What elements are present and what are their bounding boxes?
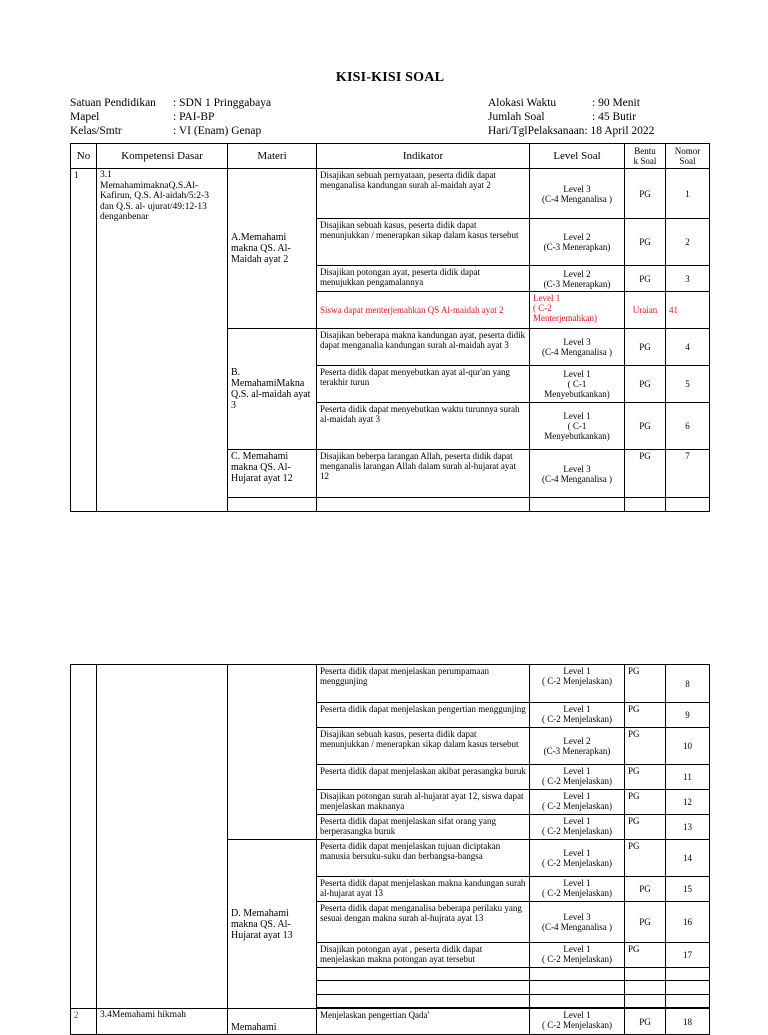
- level-text: Level 1: [563, 369, 591, 379]
- cell-level: [530, 403, 625, 450]
- cell-empty: [666, 995, 710, 1008]
- cell-empty: [530, 981, 625, 995]
- cell-bentuk: PG: [625, 450, 666, 498]
- header-materi: Materi: [228, 144, 317, 169]
- level-text: (C-4 Menganalisa ): [542, 193, 612, 204]
- level-text: Level 2: [563, 232, 591, 242]
- cell-nomor: 2: [666, 219, 710, 266]
- level-text: Level 1: [563, 878, 591, 888]
- level-text: Level 1: [563, 944, 591, 954]
- level-text: Level 1: [563, 1010, 591, 1020]
- cell-bentuk: PG: [625, 366, 666, 403]
- kd-text: MemahamimaknaQ.S.Al-Kafirun, Q.S. Al-aidah/5:2-3 dan Q.S. al- ujurat/49:12-13 denganbenar: [100, 180, 209, 222]
- cell-level: [530, 943, 625, 968]
- cell-bentuk: PG: [625, 169, 666, 219]
- header-text: Nomor: [674, 146, 701, 156]
- cell-kompetensi-dasar: [97, 665, 228, 1009]
- level-text: (C-4 Menganalisa ): [542, 347, 612, 357]
- cell-nomor: 5: [666, 366, 710, 403]
- cell-level: [530, 1009, 625, 1035]
- info-value: : 90 Menit: [592, 97, 640, 109]
- cell-indikator: Menjelaskan pengertian Qada': [317, 1009, 530, 1035]
- cell-empty: [530, 995, 625, 1008]
- cell-bentuk: Uraian: [625, 292, 666, 329]
- cell-bentuk: PG: [625, 790, 666, 815]
- header-text: k Soal: [633, 156, 657, 166]
- cell-no: 1: [71, 169, 97, 512]
- level-text: Level 1: [563, 704, 591, 714]
- cell-empty: [530, 498, 625, 512]
- level-text: Level 1: [563, 848, 591, 858]
- cell-indikator: Disajikan sebuah pernyataan, peserta didik dapat menganalisa kandungan surah al-maidah ayat 2: [317, 169, 530, 219]
- level-text: Level 1: [563, 816, 591, 826]
- level-text: Level 3: [563, 337, 591, 347]
- cell-level: [530, 169, 625, 219]
- cell-materi-c: C. Memahami makna QS. Al-Hujarat ayat 12: [228, 450, 317, 498]
- header-no: No: [71, 144, 97, 169]
- kisi-table-2: [70, 664, 710, 1035]
- cell-nomor: 4: [666, 329, 710, 366]
- cell-nomor: 14: [666, 840, 710, 877]
- level-text: (C-4 Menganalisa ): [542, 473, 612, 484]
- cell-indikator: Peserta didik dapat menjelaskan pengertian menggunjing: [317, 703, 530, 728]
- cell-level: [530, 329, 625, 366]
- info-label: Mapel: [70, 111, 100, 123]
- info-label: Satuan Pendidikan: [70, 97, 156, 109]
- level-text: Level 3: [563, 463, 591, 474]
- cell-level: [530, 790, 625, 815]
- cell-empty: [666, 981, 710, 995]
- cell-indikator: Peserta didik dapat menjelaskan akibat perasangka buruk: [317, 765, 530, 790]
- cell-indikator: Disajikan potongan ayat , peserta didik dapat menjelaskan makna potongan ayat tersebut: [317, 943, 530, 968]
- cell-indikator: Disajikan sebuah kasus, peserta didik dapat menunjukkan / menerapkan sikap dalam kasus tersebut: [317, 728, 530, 765]
- level-text: ( C-2 Menjelaskan): [542, 776, 612, 786]
- cell-nomor: 6: [666, 403, 710, 450]
- cell-nomor: 16: [666, 902, 710, 943]
- cell-nomor: 8: [666, 665, 710, 703]
- cell-level: [530, 728, 625, 765]
- cell-level: [530, 219, 625, 266]
- level-text: ( C-1: [567, 379, 587, 389]
- info-value: : PAI-BP: [173, 111, 215, 123]
- page-title: KISI-KISI SOAL: [335, 70, 445, 85]
- level-text: ( C-2 Menjelaskan): [542, 826, 612, 836]
- cell-bentuk: PG: [625, 703, 666, 728]
- cell-indikator: Peserta didik dapat menyebutkan ayat al-qur'an yang terakhir turun: [317, 366, 530, 403]
- table-row: [71, 665, 710, 703]
- cell-materi: Memahami: [228, 1009, 317, 1035]
- cell-kompetensi-dasar: 3.4Memahami hikmah: [97, 1009, 228, 1035]
- cell-nomor: 17: [666, 943, 710, 968]
- cell-nomor: 18: [666, 1009, 710, 1035]
- cell-nomor: 10: [666, 728, 710, 765]
- level-text: (C-3 Menerapkan): [543, 242, 611, 252]
- cell-empty: [625, 498, 666, 512]
- level-text: Menyebutkankan): [544, 431, 610, 441]
- info-value: : SDN 1 Pringgabaya: [173, 97, 272, 109]
- cell-nomor: 3: [666, 266, 710, 292]
- info-value: : VI (Enam) Genap: [173, 125, 262, 137]
- cell-no: [71, 665, 97, 1009]
- level-text: ( C-2 Menjelaskan): [542, 801, 612, 811]
- cell-nomor: 7: [666, 450, 710, 498]
- cell-level: [530, 877, 625, 902]
- header-bentuk-soal: [625, 144, 666, 169]
- cell-empty: [317, 968, 530, 981]
- level-text: ( C-2 Menjelaskan): [542, 1020, 612, 1030]
- cell-bentuk: PG: [625, 266, 666, 292]
- level-text: Level 1: [533, 293, 561, 303]
- cell-bentuk: PG: [625, 877, 666, 902]
- header-level-soal: Level Soal: [530, 144, 625, 169]
- cell-empty: [317, 995, 530, 1008]
- cell-level: [530, 450, 625, 498]
- header-nomor-soal: [666, 144, 710, 169]
- cell-empty: [317, 498, 530, 512]
- cell-nomor: 12: [666, 790, 710, 815]
- cell-bentuk: PG: [625, 329, 666, 366]
- header-text: Soal: [679, 156, 696, 166]
- cell-nomor: 15: [666, 877, 710, 902]
- cell-bentuk: PG: [625, 943, 666, 968]
- level-text: Level 3: [563, 912, 591, 922]
- cell-level: [530, 902, 625, 943]
- level-text: (C-3 Menerapkan): [543, 278, 611, 289]
- cell-indikator: Peserta didik dapat menjelaskan tujuan diciptakan manusia bersuku-suku dan berbangsa-bangsa: [317, 840, 530, 877]
- info-label: Kelas/Smtr: [70, 125, 122, 137]
- cell-bentuk: PG: [625, 403, 666, 450]
- level-text: Level 1: [563, 666, 591, 676]
- cell-indikator: Peserta didik dapat menjelaskan sifat orang yang berperasangka buruk: [317, 815, 530, 840]
- cell-bentuk: PG: [625, 765, 666, 790]
- cell-empty: [625, 981, 666, 995]
- cell-bentuk: PG: [625, 1009, 666, 1035]
- level-text: Level 2: [563, 736, 591, 746]
- cell-empty: [317, 981, 530, 995]
- table-row: [71, 169, 710, 219]
- level-text: Level 2: [563, 268, 591, 279]
- kisi-table-1: [70, 143, 710, 512]
- level-text: Level 1: [563, 766, 591, 776]
- cell-nomor: 41: [666, 292, 710, 329]
- cell-materi-d: D. Memahami makna QS. Al-Hujarat ayat 13: [228, 840, 317, 1009]
- level-text: Menyebutkankan): [544, 389, 610, 399]
- cell-bentuk: PG: [625, 902, 666, 943]
- level-text: ( C-1: [567, 421, 587, 431]
- header-text: Bentu: [634, 146, 656, 156]
- cell-indikator: Disajikan potongan surah al-hujarat ayat 12, siswa dapat menjelaskan maknanya: [317, 790, 530, 815]
- level-text: ( C-2 Menjelaskan): [542, 858, 612, 868]
- level-text: Menterjemahkan): [533, 313, 597, 323]
- cell-level: [530, 703, 625, 728]
- level-text: Level 1: [563, 411, 591, 421]
- info-value: : 45 Butir: [592, 111, 637, 123]
- cell-nomor: 1: [666, 169, 710, 219]
- cell-bentuk: PG: [625, 815, 666, 840]
- cell-materi-b: B. MemahamiMakna Q.S. al-maidah ayat 3: [228, 329, 317, 450]
- cell-indikator: Disajikan potongan ayat, peserta didik dapat menujukkan pengamalannya: [317, 266, 530, 292]
- cell-materi: [228, 665, 317, 840]
- table-row: [71, 1009, 710, 1035]
- table-header-row: [71, 144, 710, 169]
- cell-level: [530, 840, 625, 877]
- header-kompetensi-dasar: Kompetensi Dasar: [97, 144, 228, 169]
- level-text: ( C-2 Menjelaskan): [542, 714, 612, 724]
- info-value: : 18 April 2022: [584, 125, 655, 137]
- cell-level: [530, 366, 625, 403]
- info-label: Hari/TglPelaksanaan: [488, 125, 585, 137]
- cell-indikator: Peserta didik dapat menjelaskan makna kandungan surah al-hujarat ayat 13: [317, 877, 530, 902]
- cell-nomor: 9: [666, 703, 710, 728]
- cell-level: [530, 266, 625, 292]
- level-text: (C-4 Menganalisa ): [542, 922, 612, 932]
- cell-bentuk: PG: [625, 840, 666, 877]
- level-text: (C-3 Menerapkan): [543, 746, 611, 756]
- header-indikator: Indikator: [317, 144, 530, 169]
- info-left: [70, 96, 271, 138]
- cell-empty: [228, 498, 317, 512]
- level-text: ( C-2 Menjelaskan): [542, 888, 612, 898]
- level-text: Level 3: [563, 183, 591, 194]
- info-right: [488, 96, 654, 138]
- level-text: ( C-2 Menjelaskan): [542, 676, 612, 686]
- level-text: Level 1: [563, 791, 591, 801]
- cell-level: [530, 815, 625, 840]
- info-label: Alokasi Waktu: [488, 97, 557, 109]
- cell-nomor: 11: [666, 765, 710, 790]
- cell-indikator: Peserta didik dapat menyebutkan waktu turunnya surah al-maidah ayat 3: [317, 403, 530, 450]
- kd-number: 3.1: [100, 170, 112, 180]
- cell-bentuk: PG: [625, 219, 666, 266]
- cell-materi-a: A.Memahami makna QS. Al-Maidah ayat 2: [228, 169, 317, 329]
- info-label: Jumlah Soal: [488, 111, 545, 123]
- cell-level: [530, 665, 625, 703]
- cell-empty: [666, 498, 710, 512]
- cell-indikator: Peserta didik dapat menjelaskan perumpamaan menggunjing: [317, 665, 530, 703]
- cell-empty: [625, 968, 666, 981]
- cell-level: [530, 292, 625, 329]
- cell-empty: [666, 968, 710, 981]
- level-text: ( C-2 Menjelaskan): [542, 954, 612, 964]
- cell-bentuk: PG: [625, 728, 666, 765]
- cell-indikator: Disajikan sebuah kasus, peserta didik dapat menunjukkan / menerapkan sikap dalam kasus tersebut: [317, 219, 530, 266]
- cell-indikator: Siswa dapat menterjemahkan QS Al-maidah ayat 2: [317, 292, 530, 329]
- cell-nomor: 13: [666, 815, 710, 840]
- cell-empty: [530, 968, 625, 981]
- cell-indikator: Disajikan beberapa makna kandungan ayat, peserta didik dapat menganalia kandungan surah al-maidah ayat 3: [317, 329, 530, 366]
- cell-kompetensi-dasar: [97, 169, 228, 512]
- cell-bentuk: PG: [625, 665, 666, 703]
- cell-level: [530, 765, 625, 790]
- cell-no: 2: [71, 1009, 97, 1035]
- cell-indikator: Peserta didik dapat menganalisa beberapa perilaku yang sesuai dengan makna surah al-hujrata ayat 13: [317, 902, 530, 943]
- cell-empty: [625, 995, 666, 1008]
- level-text: ( C-2: [533, 303, 552, 313]
- cell-indikator: Disajikan beberpa larangan Allah, peserta didik dapat menganalis larangan Allah dalam surah al-hujarat ayat 12: [317, 450, 530, 498]
